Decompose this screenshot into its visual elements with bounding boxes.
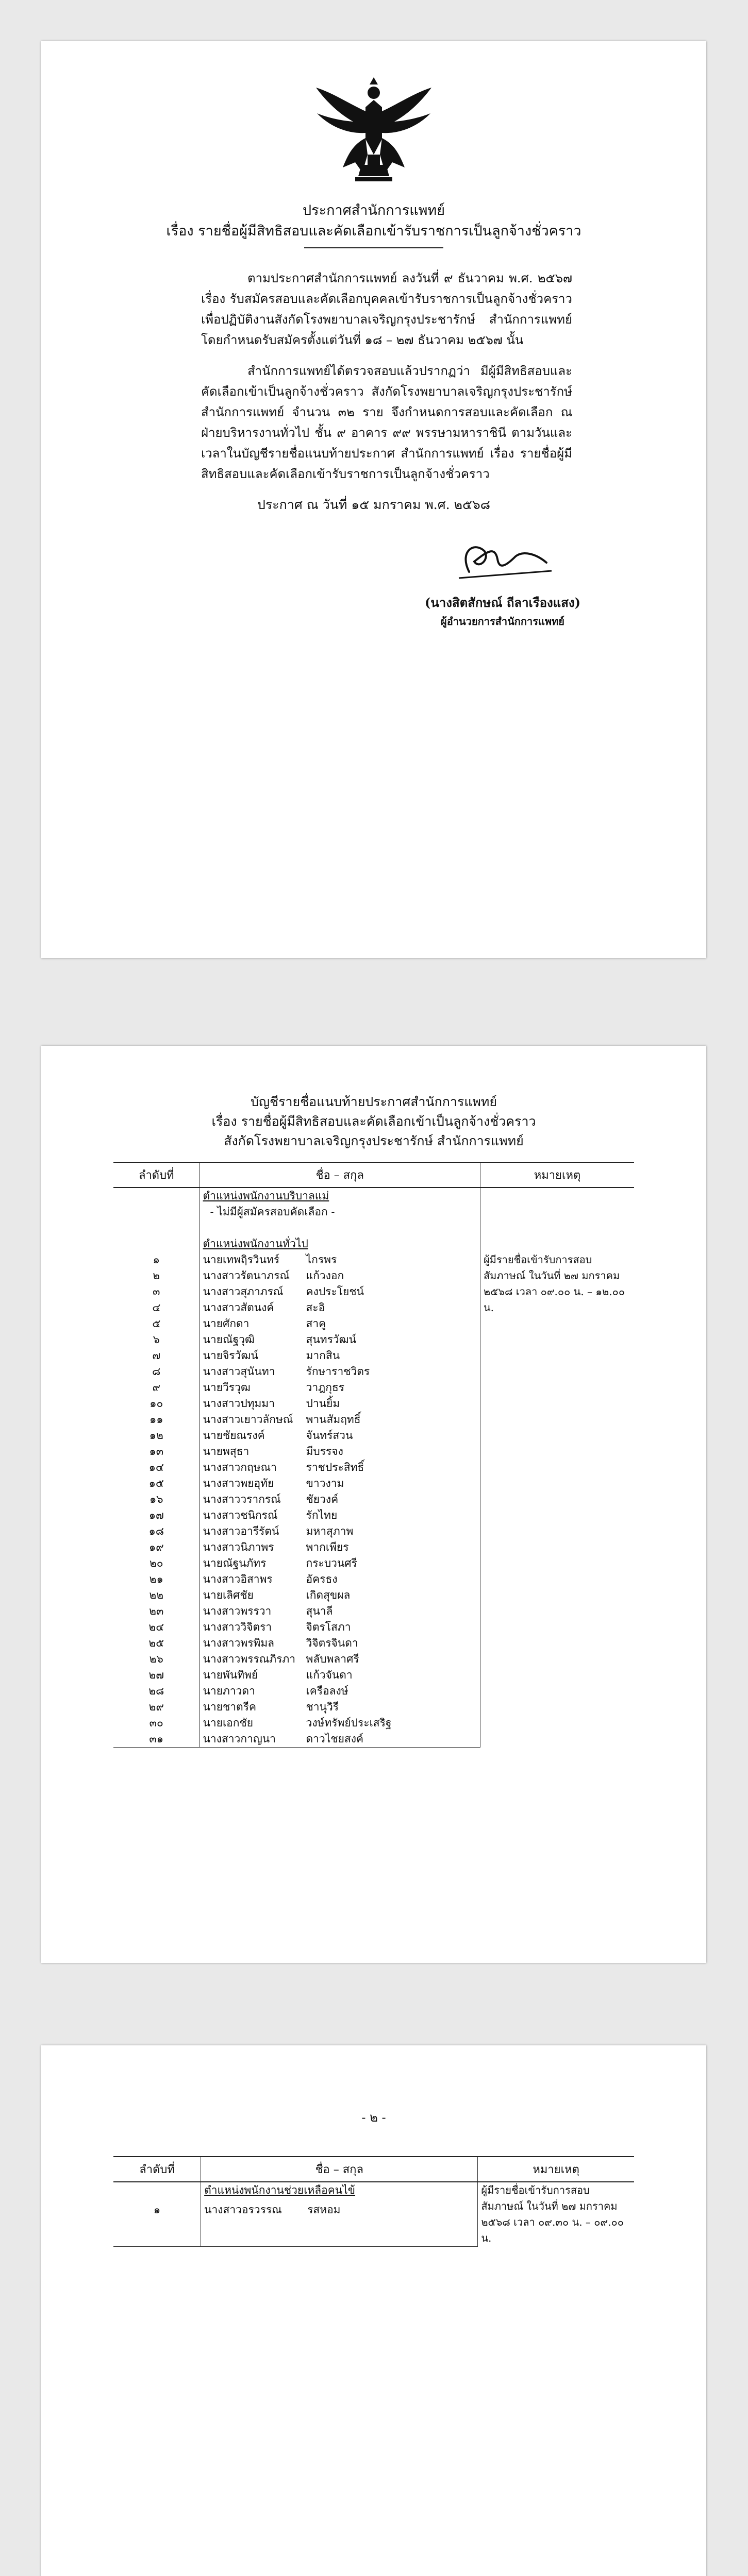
column-header-note: หมายเหตุ — [478, 2157, 634, 2182]
given-name: นางสาวกาญนา — [203, 1733, 276, 1745]
column-header-name: ชื่อ – สกุล — [200, 1162, 480, 1188]
row-number: ๑ — [113, 2202, 201, 2221]
row-number: ๑๘ — [113, 1523, 200, 1539]
announcement-date: ประกาศ ณ วันที่ ๑๕ มกราคม พ.ศ. ๒๕๖๘ — [257, 497, 491, 512]
family-name: มหาสุภาพ — [306, 1525, 354, 1537]
row-number: ๒๓ — [113, 1603, 200, 1619]
given-name: นายภาวดา — [203, 1685, 255, 1697]
column-header-no: ลำดับที่ — [113, 2157, 201, 2182]
family-name: จิตรโสภา — [306, 1621, 351, 1633]
title-divider — [304, 247, 443, 248]
roster-table — [113, 2156, 634, 2247]
document-page-3 — [41, 2045, 706, 2576]
given-name: นายณัฐวุฒิ — [203, 1333, 255, 1346]
family-name: แก้วงอก — [306, 1269, 344, 1282]
row-number: ๑๔ — [113, 1460, 200, 1476]
family-name: รักไทย — [306, 1509, 338, 1521]
given-name: นายเลิศชัย — [203, 1589, 254, 1601]
signer-title: ผู้อำนวยการสำนักการแพทย์ — [441, 615, 564, 628]
given-name: นายศักดา — [203, 1317, 250, 1330]
given-name: นางสาวรัตนาภรณ์ — [203, 1269, 290, 1282]
family-name: ขาวงาม — [306, 1477, 344, 1489]
row-number: ๒ — [113, 1268, 200, 1284]
row-number: ๒๕ — [113, 1635, 200, 1651]
family-name: แก้วจันดา — [306, 1669, 353, 1681]
row-number: ๑๓ — [113, 1444, 200, 1460]
row-number: ๑๐ — [113, 1396, 200, 1412]
family-name: ชัยวงค์ — [306, 1493, 339, 1505]
given-name: นางสาวเยาวลักษณ์ — [203, 1413, 293, 1426]
given-name: นางสาววิจิตรา — [203, 1621, 272, 1633]
given-name: นางสาวสัตนงค์ — [203, 1301, 274, 1314]
given-name: นางสาวพยอุทัย — [203, 1477, 274, 1489]
given-name: นางสาวอรวรรณ — [204, 2203, 282, 2216]
family-name: มีบรรจง — [306, 1445, 343, 1458]
family-name: พานสัมฤทธิ์ — [306, 1413, 361, 1426]
given-name: นางสาวปทุมมา — [203, 1397, 275, 1410]
given-name: นายพันทิพย์ — [203, 1669, 258, 1681]
row-number: ๒๑ — [113, 1571, 200, 1587]
given-name: นางสาวอารีรัตน์ — [203, 1525, 279, 1537]
given-name: นางสาวพรรณภิรภา — [203, 1653, 295, 1665]
row-number: ๒๘ — [113, 1683, 200, 1699]
family-name: พากเพียร — [306, 1541, 349, 1553]
unit-title: ตำแหน่งพนักงานทั่วไป — [203, 1238, 308, 1250]
family-name: ปานยิ้ม — [306, 1397, 340, 1410]
family-name: กระบวนศรี — [306, 1557, 357, 1569]
family-name: อัครธง — [306, 1573, 338, 1585]
family-name: เกิดสุขผล — [306, 1589, 351, 1601]
given-name: นายเทพฤิรวินทร์ — [203, 1253, 280, 1266]
paragraph-1: ตามประกาศสำนักการแพทย์ ลงวันที่ ๙ ธันวาคม พ.ศ. ๒๕๖๗ เรื่อง รับสมัครสอบและคัดเลือกบุคคลเข้ารับราชการเป็นลูกจ้างชั่วคราว เพื่อปฏิบัติงานสังกัดโรงพยาบาลเจริญกรุงประชารักษ์ สำนักการแพทย์ โดยกำหนดรับสมัครตั้งแต่วันที่ ๑๘ – ๒๗ ธันวาคม ๒๕๖๗ นั้น — [201, 271, 572, 347]
row-number: ๑๕ — [113, 1476, 200, 1492]
row-number: ๒๒ — [113, 1587, 200, 1603]
list-title-3: สังกัดโรงพยาบาลเจริญกรุงประชารักษ์ สำนักการแพทย์ — [224, 1133, 524, 1148]
family-name: วิจิตรจินดา — [306, 1637, 358, 1649]
given-name: นางสาวนิภาพร — [203, 1541, 274, 1553]
family-name: รักษาราชวิตร — [306, 1365, 370, 1378]
family-name: ชานุวิรี — [306, 1701, 339, 1713]
row-number: ๘ — [113, 1364, 200, 1380]
given-name: นางสาววรากรณ์ — [203, 1493, 281, 1505]
family-name: วาฎกุธร — [306, 1381, 345, 1394]
given-name: นายณัฐนภัทร — [203, 1557, 267, 1569]
family-name: จันทร์สวน — [306, 1429, 353, 1442]
family-name: สุนทรวัฒน์ — [306, 1333, 356, 1346]
interview-note: ผู้มีรายชื่อเข้ารับการสอบสัมภาษณ์ ในวันที่ ๒๗ มกราคม ๒๕๖๘ เวลา ๐๙.๓๐ น. – ๐๙.๐๐ น. — [478, 2182, 634, 2246]
given-name: นางสาวชนิกรณ์ — [203, 1509, 278, 1521]
given-name: นางสาวสุนันทา — [203, 1365, 275, 1378]
row-number: ๓๐ — [113, 1715, 200, 1731]
interview-note: ผู้มีรายชื่อเข้ารับการสอบสัมภาษณ์ ในวันที่ ๒๗ มกราคม ๒๕๖๘ เวลา ๐๙.๐๐ น. – ๑๒.๐๐ น. — [480, 1252, 634, 1748]
row-number: ๑๖ — [113, 1492, 200, 1507]
row-number: ๓๑ — [113, 1731, 200, 1748]
table-row — [113, 1252, 634, 1268]
given-name: นายพสุธา — [203, 1445, 250, 1458]
signature-mark — [438, 531, 562, 587]
given-name: นายวีรวุฒ — [203, 1381, 251, 1394]
row-number: ๔ — [113, 1300, 200, 1316]
announcement-title: ประกาศสำนักการแพทย์ — [302, 202, 445, 218]
row-number: ๒๙ — [113, 1699, 200, 1715]
unit-note: - ไม่มีผู้สมัครสอบคัดเลือก - — [210, 1206, 335, 1218]
row-number: ๓ — [113, 1284, 200, 1300]
garuda-emblem-icon — [312, 77, 436, 185]
family-name: สุนาลี — [306, 1605, 333, 1617]
list-title-1: บัญชีรายชื่อแนบท้ายประกาศสำนักการแพทย์ — [250, 1094, 497, 1109]
unit-title: ตำแหน่งพนักงานช่วยเหลือคนไข้ — [204, 2184, 356, 2196]
row-number: ๕ — [113, 1316, 200, 1332]
row-number: ๒๗ — [113, 1667, 200, 1683]
given-name: นางสาวสุภาภรณ์ — [203, 1285, 284, 1298]
row-number: ๑๙ — [113, 1539, 200, 1555]
given-name: นางสาวอิสาพร — [203, 1573, 273, 1585]
family-name: รสหอม — [307, 2203, 341, 2216]
given-name: นายชัยณรงค์ — [203, 1429, 265, 1442]
given-name: นางสาวพรรวา — [203, 1605, 272, 1617]
family-name: ดาวไชยสงค์ — [306, 1733, 364, 1745]
paragraph-2: สำนักการแพทย์ได้ตรวจสอบแล้วปรากฏว่า มีผู้มีสิทธิสอบและคัดเลือกเข้าเป็นลูกจ้างชั่วคราว สังกัดโรงพยาบาลเจริญกรุงประชารักษ์ สำนักการแพทย์ จำนวน ๓๒ ราย จึงกำหนดการสอบและคัดเลือก ณ ฝ่ายบริหารงานทั่วไป ชั้น ๙ อาคาร ๙๙ พรรษามหาราชินี ตามวันและเวลาในบัญชีรายชื่อแนบท้ายประกาศ สำนักการแพทย์ เรื่อง รายชื่อผู้มีสิทธิสอบและคัดเลือกเข้ารับราชการเป็นลูกจ้างชั่วคราว — [201, 364, 572, 481]
announcement-subject: เรื่อง รายชื่อผู้มีสิทธิสอบและคัดเลือกเข้ารับราชการเป็นลูกจ้างชั่วคราว — [166, 223, 581, 239]
given-name: นายชาตรีค — [203, 1701, 257, 1713]
row-number: ๒๔ — [113, 1619, 200, 1635]
given-name: นายจิรวัฒน์ — [203, 1349, 258, 1362]
given-name: นางสาวกฤษณา — [203, 1461, 277, 1473]
page-number: - ๒ - — [361, 2110, 386, 2125]
row-number: ๑๗ — [113, 1507, 200, 1523]
given-name: นายเอกชัย — [203, 1717, 254, 1729]
row-number: ๙ — [113, 1380, 200, 1396]
row-number: ๖ — [113, 1332, 200, 1348]
family-name: สาคู — [306, 1317, 326, 1330]
family-name: ราชประสิทธิ์ — [306, 1461, 364, 1473]
document-page-1 — [41, 41, 706, 958]
family-name: สะอิ — [306, 1301, 325, 1314]
family-name: เครือลงษ์ — [306, 1685, 348, 1697]
roster-table — [113, 1162, 634, 1748]
unit-title: ตำแหน่งพนักงานบริบาลแม่ — [203, 1190, 329, 1202]
row-number: ๒๖ — [113, 1651, 200, 1667]
family-name: วงษ์ทรัพย์ประเสริฐ — [306, 1717, 392, 1729]
row-number: ๑๑ — [113, 1412, 200, 1428]
family-name: ไกรพร — [306, 1253, 337, 1266]
signer-name: (นางสิตสักษณ์ ถีลาเรืองแสง) — [425, 595, 580, 610]
column-header-name: ชื่อ – สกุล — [201, 2157, 478, 2182]
column-header-note: หมายเหตุ — [480, 1162, 634, 1188]
table-row — [204, 2202, 474, 2218]
document-page-2 — [41, 1046, 706, 1963]
family-name: พลับพลาศรี — [306, 1653, 359, 1665]
row-number: ๒๐ — [113, 1555, 200, 1571]
family-name: คงประโยชน์ — [306, 1285, 364, 1298]
row-number: ๑๒ — [113, 1428, 200, 1444]
family-name: มากสิน — [306, 1349, 340, 1362]
row-number: ๗ — [113, 1348, 200, 1364]
row-number: ๑ — [113, 1252, 200, 1268]
list-title-2: เรื่อง รายชื่อผู้มีสิทธิสอบและคัดเลือกเข้าเป็นลูกจ้างชั่วคราว — [211, 1114, 536, 1129]
column-header-no: ลำดับที่ — [113, 1162, 200, 1188]
given-name: นางสาวพรพิมล — [203, 1637, 275, 1649]
